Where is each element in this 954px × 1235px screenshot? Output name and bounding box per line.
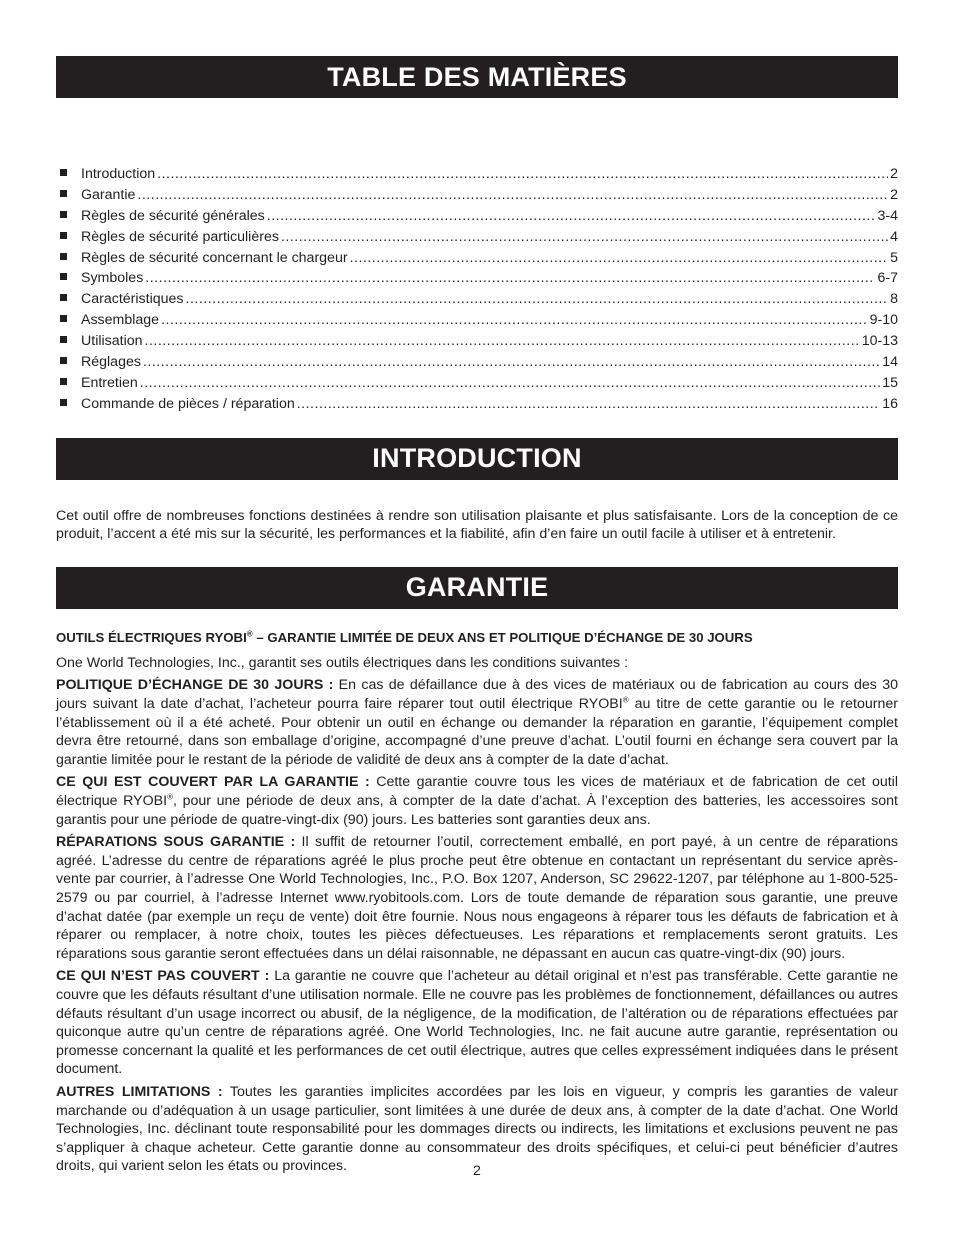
registered-mark: ® xyxy=(167,792,173,802)
toc-item-label: Caractéristiques xyxy=(81,291,184,308)
toc-item-regles-particulieres[interactable] xyxy=(56,227,898,248)
toc-item-caracteristiques[interactable] xyxy=(56,289,898,310)
toc-leader-dots xyxy=(267,206,876,227)
bullet-icon xyxy=(60,357,67,364)
toc-item-reglages[interactable] xyxy=(56,352,898,373)
not-covered-paragraph xyxy=(56,967,898,1079)
warranty-heading-brand: OUTILS ÉLECTRIQUES RYOBI xyxy=(56,629,247,645)
toc-leader-dots xyxy=(137,185,888,206)
toc-title: TABLE DES MATIÈRES xyxy=(327,61,627,92)
toc-item-assemblage[interactable] xyxy=(56,310,898,331)
introduction-title: INTRODUCTION xyxy=(372,443,582,474)
toc-item-label: Règles de sécurité générales xyxy=(81,207,265,224)
toc-item-label: Réglages xyxy=(81,354,141,371)
page-number: 2 xyxy=(473,1163,481,1179)
toc-item-label: Garantie xyxy=(81,186,136,203)
toc-leader-dots xyxy=(157,164,888,185)
toc-leader-dots xyxy=(350,248,889,269)
bullet-icon xyxy=(60,211,67,218)
bullet-icon xyxy=(60,190,67,197)
warranty-repairs-paragraph xyxy=(56,833,898,963)
other-limitations-label: AUTRES LIMITATIONS : xyxy=(56,1083,223,1100)
other-limitations-paragraph xyxy=(56,1083,898,1176)
not-covered-label: CE QUI N’EST PAS COUVERT : xyxy=(56,968,270,985)
toc-leader-dots xyxy=(145,268,875,289)
bullet-icon xyxy=(60,232,67,239)
toc-item-page: 10-13 xyxy=(861,333,898,350)
warranty-heading-text: – GARANTIE LIMITÉE DE DEUX ANS ET POLITIQUE D’ÉCHANGE DE 30 JOURS xyxy=(252,629,753,645)
toc-item-page: 15 xyxy=(882,374,898,391)
toc-item-entretien[interactable] xyxy=(56,373,898,394)
toc-leader-dots xyxy=(297,394,880,415)
toc-item-label: Symboles xyxy=(81,270,144,287)
toc-item-commande-pieces[interactable] xyxy=(56,394,898,415)
toc-item-label: Commande de pièces / réparation xyxy=(81,395,295,412)
toc-item-page: 16 xyxy=(882,395,898,412)
toc-leader-dots xyxy=(140,373,880,394)
toc-item-utilisation[interactable] xyxy=(56,331,898,352)
coverage-paragraph xyxy=(56,773,898,829)
toc-item-label: Utilisation xyxy=(81,333,143,350)
toc-item-introduction[interactable] xyxy=(56,164,898,185)
garantie-banner xyxy=(56,567,898,609)
toc-item-page: 5 xyxy=(890,249,898,266)
toc-leader-dots xyxy=(145,331,860,352)
exchange-policy-paragraph xyxy=(56,676,898,769)
toc-item-page: 4 xyxy=(890,228,898,245)
bullet-icon xyxy=(60,399,67,406)
toc-item-label: Introduction xyxy=(81,166,156,182)
warranty-intro: One World Technologies, Inc., garantit ses outils électriques dans les conditions suivantes : xyxy=(56,654,629,671)
other-limitations-text: Toutes les garanties implicites accordées par les lois en vigueur, y compris les garanties de valeur marchande ou d’adéquation à un usage particulier, sont limitées à une durée de deux ans, à compter de la date d’achat. One World Technologies, Inc. déclinant toute responsabilité pour les dommages directs ou indirects, les limitations et exclusions peuvent ne pas s’appliquer à chaque acheteur. Cette garantie donne au consommateur des droits spécifiques, et celui-ci peut bénéficier d’autres droits, qui varient selon les états ou provinces. xyxy=(56,1083,898,1175)
coverage-text-b: , pour une période de deux ans, à compter de la date d’achat. À l’exception des batteries, les accessoires sont garantis pour une période de quatre-vingt-dix (90) jours. Les batteries sont garanties deux ans. xyxy=(56,793,899,828)
introduction-text: Cet outil offre de nombreuses fonctions destinées à rendre son utilisation plaisante et plus satisfaisante. Lors de la conception de ce produit, l’accent a été mis sur la sécurité, les performances et la fiabilité, afin d’en faire un outil facile à utiliser et à entretenir. xyxy=(56,507,898,543)
warranty-repairs-label: RÉPARATIONS SOUS GARANTIE : xyxy=(56,834,296,851)
bullet-icon xyxy=(60,273,67,280)
bullet-icon xyxy=(60,253,67,260)
bullet-icon xyxy=(60,378,67,385)
toc-item-label: Entretien xyxy=(81,374,138,391)
bullet-icon xyxy=(60,336,67,343)
toc-item-page: 9-10 xyxy=(869,312,898,329)
warranty-repairs-text: Il suffit de retourner l’outil, correctement emballé, en port payé, à un centre de réparations agréé. L’adresse du centre de réparations agréé le plus proche peut être obtenue en contactant un représentant du service après-vente par courrier, à l’adresse One World Technologies, Inc., P.O. Box 1207, Anderson, SC 29622-1207, par téléphone au 1-800-525-2579 ou par courriel, à l’adresse Internet www.ryobitools.com. Lors de toute demande de réparation sous garantie, une preuve d’achat datée (par exemple un reçu de vente) doit être fournie. Nous nous engageons à réparer tous les défauts de fabrication et à réparer ou remplacer, à notre choix, toutes les pièces défectueuses. Les réparations et remplacements seront gratuits. Les réparations sous garantie seront effectuées dans un délai raisonnable, ne dépassant en aucun cas quatre-vingt-dix (90) jours. xyxy=(56,834,899,962)
toc-item-page: 8 xyxy=(890,291,898,308)
toc-item-page: 6-7 xyxy=(877,270,898,287)
bullet-icon xyxy=(60,169,67,176)
toc-item-page: 3-4 xyxy=(877,207,898,224)
toc-banner xyxy=(56,56,898,98)
toc-item-page: 14 xyxy=(882,354,898,371)
toc-item-regles-generales[interactable] xyxy=(56,206,898,227)
toc-list xyxy=(56,164,898,415)
registered-mark: ® xyxy=(246,629,253,639)
toc-leader-dots xyxy=(281,227,888,248)
registered-mark: ® xyxy=(622,695,629,705)
toc-item-garantie[interactable] xyxy=(56,185,898,206)
exchange-policy-label: POLITIQUE D’ÉCHANGE DE 30 JOURS : xyxy=(56,677,334,694)
toc-item-label: Assemblage xyxy=(81,312,160,329)
toc-item-regles-chargeur[interactable] xyxy=(56,248,898,269)
coverage-text-a: Cette garantie couvre tous les vices de matériaux et de fabrication de cet outil électrique RYOBI xyxy=(56,774,898,810)
toc-leader-dots xyxy=(186,289,889,310)
introduction-banner xyxy=(56,438,898,480)
coverage-label: CE QUI EST COUVERT PAR LA GARANTIE : xyxy=(56,774,370,791)
exchange-policy-text-a: En cas de défaillance due à des vices de matériaux ou de fabrication au cours des 30 jours suivant la date d’achat, l’acheteur pourra faire réparer tout outil électrique RYOBI xyxy=(56,677,898,713)
toc-item-label: Règles de sécurité particulières xyxy=(81,228,279,245)
toc-item-label: Règles de sécurité concernant le chargeur xyxy=(81,249,348,266)
bullet-icon xyxy=(60,294,67,301)
not-covered-text: La garantie ne couvre que l’acheteur au détail original et n’est pas transférable. Cette garantie ne couvre que les défauts résultant d’une utilisation normale. Elle ne couvre pas les problèmes de fonctionnement, défaillances ou autres défauts résultant d’un usage incorrect ou abusif, de la négligence, de la modification, de l’altération ou de réparations effectuées par quiconque autre qu’un centre de réparations agréé. One World Technologies, Inc. ne fait aucune autre garantie, représentation ou promesse concernant la qualité et les performances de cet outil électrique, autres que celles expressément indiquées dans le présent document. xyxy=(56,968,899,1078)
toc-item-page: 2 xyxy=(890,186,898,203)
garantie-title: GARANTIE xyxy=(405,572,549,603)
bullet-icon xyxy=(60,315,67,322)
toc-item-symboles[interactable] xyxy=(56,268,898,289)
toc-item-page: 2 xyxy=(890,166,898,182)
exchange-policy-text-b: au titre de cette garantie ou le retourner l’établissement où il a été acheté. Pour obtenir un outil en échange ou demander la réparation en garantie, l’équipement complet devra être retourné, dans son emballage d’origine, accompagné d’une preuve d’achat. L’outil fourni en échange sera couvert par la garantie limitée pour le restant de la période de validité de deux ans à compter de la date d’achat. xyxy=(56,696,899,768)
warranty-heading xyxy=(56,629,898,647)
toc-leader-dots xyxy=(143,352,880,373)
toc-leader-dots xyxy=(161,310,868,331)
manual-page xyxy=(56,56,898,1176)
